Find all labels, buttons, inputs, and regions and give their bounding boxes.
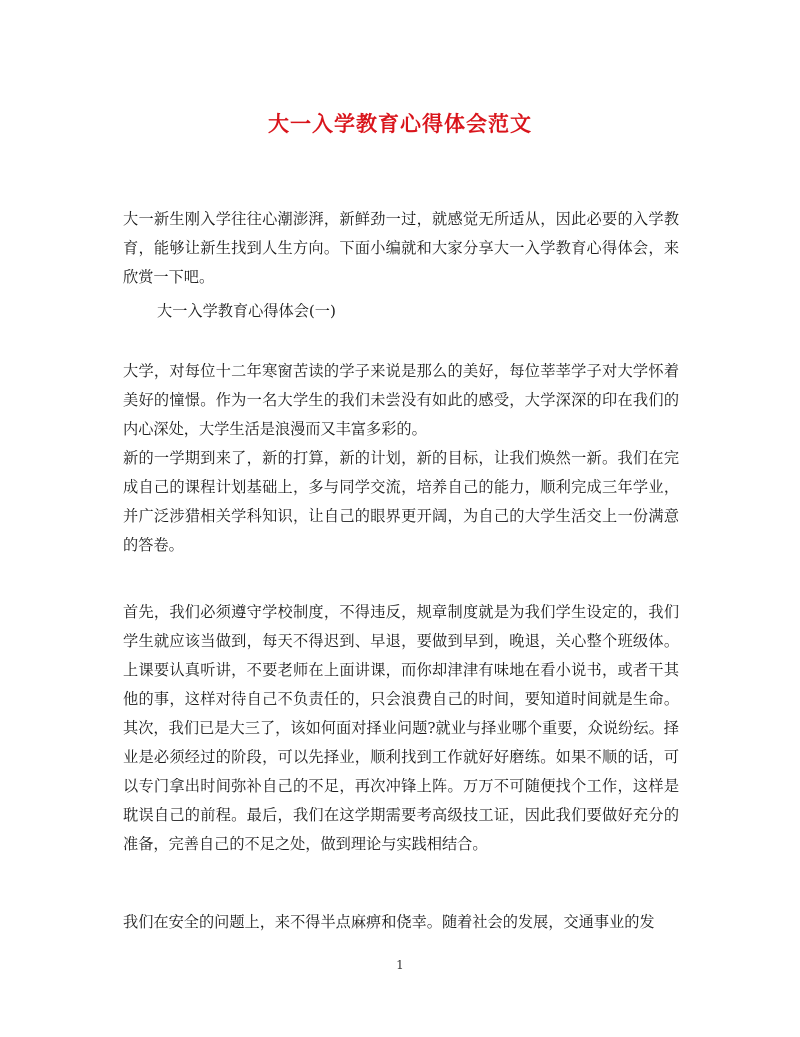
intro-text: 大一新生刚入学往往心潮澎湃，新鲜劲一过，就感觉无所适从，因此必要的入学教育，能够让新生找到人生方向。下面小编就和大家分享大一入学教育心得体会，来欣赏一下吧。 <box>123 210 679 286</box>
document-title: 大一入学教育心得体会范文 <box>268 111 532 136</box>
page-number: 1 <box>396 958 404 972</box>
body-paragraph-group-3 <box>123 908 679 937</box>
body-paragraph: 新的一学期到来了，新的打算，新的计划，新的目标，让我们焕然一新。我们在完成自己的课程计划基础上，多与同学交流，培养自己的能力，顺利完成三年学业，并广泛涉猎相关学科知识，让自己的眼界更开阔，为自己的大学生活交上一份满意的答卷。 <box>123 449 679 554</box>
body-paragraph: 首先，我们必须遵守学校制度，不得违反，规章制度就是为我们学生设定的，我们学生就应该当做到，每天不得迟到、早退，要做到早到，晚退，关心整个班级体。上课要认真听讲，不要老师在上面讲课，而你却津津有味地在看小说书，或者干其他的事，这样对待自己不负责任的，只会浪费自己的时间，要知道时间就是生命。其次，我们已是大三了，该如何面对择业问题?就业与择业哪个重要，众说纷纭。择业是必须经过的阶段，可以先择业，顺利找到工作就好好磨练。如果不顺的话，可以专门拿出时间弥补自己的不足，再次冲锋上阵。万万不可随便找个工作，这样是耽误自己的前程。最后，我们在这学期需要考高级技工证，因此我们要做好充分的准备，完善自己的不足之处，做到理论与实践相结合。 <box>123 603 679 853</box>
intro-paragraph <box>123 205 679 292</box>
body-paragraph-group-2 <box>123 598 679 859</box>
body-paragraph-group-1 <box>123 357 679 560</box>
body-paragraph: 大学，对每位十二年寒窗苦读的学子来说是那么的美好，每位莘莘学子对大学怀着美好的憧憬。作为一名大学生的我们未尝没有如此的感受，大学深深的印在我们的内心深处，大学生活是浪漫而又丰富多彩的。 <box>123 362 679 438</box>
body-paragraph: 我们在安全的问题上，来不得半点麻痹和侥幸。随着社会的发展，交通事业的发 <box>123 913 655 931</box>
section-heading: 大一入学教育心得体会(一) <box>157 302 336 320</box>
